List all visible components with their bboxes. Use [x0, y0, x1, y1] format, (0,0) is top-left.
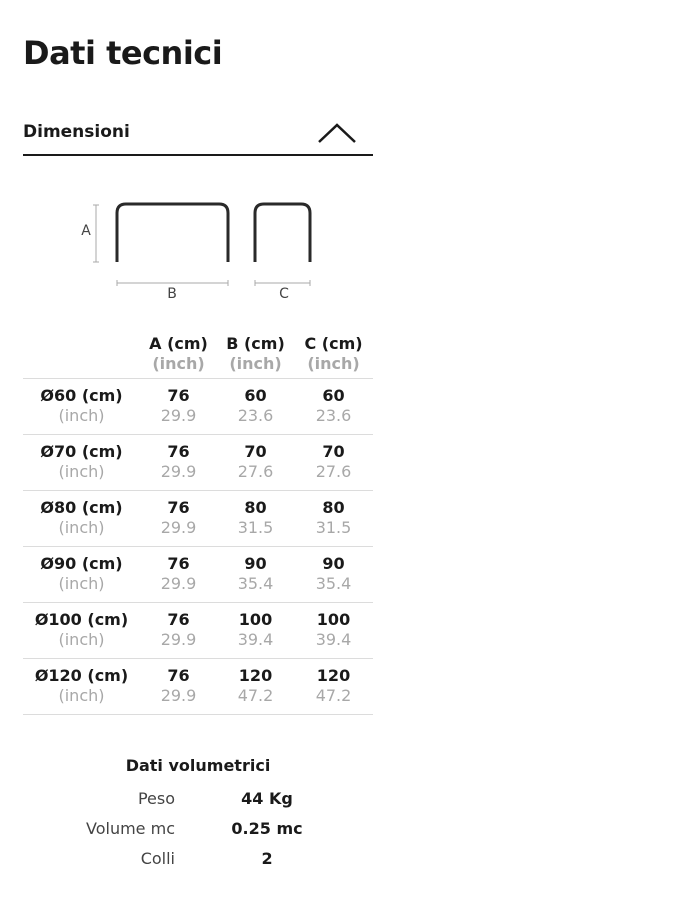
- table-row: [23, 546, 373, 602]
- dimensions-accordion-header[interactable]: [23, 110, 373, 156]
- dimensions-table: [23, 330, 373, 715]
- cell-b: 60 23.6: [237, 386, 274, 425]
- row-label: Ø80 (cm) (inch): [40, 498, 123, 537]
- volumetric-label: Peso: [137, 789, 175, 808]
- dimension-diagram: [75, 195, 325, 310]
- dimension-b-label: B: [167, 286, 177, 302]
- cell-b: 70 27.6: [237, 442, 274, 481]
- table-row: [23, 490, 373, 546]
- volumetric-row-weight: Peso 44 Kg: [137, 789, 293, 808]
- row-label: Ø100 (cm) (inch): [34, 610, 129, 649]
- volumetric-label: Volume mc: [86, 819, 175, 838]
- row-label: Ø90 (cm) (inch): [40, 554, 123, 593]
- row-label: Ø120 (cm) (inch): [34, 666, 129, 705]
- row-label: Ø60 (cm) (inch): [40, 386, 123, 425]
- cell-c: 90 35.4: [315, 554, 352, 593]
- cell-a: 76 29.9: [160, 442, 197, 481]
- cell-c: 120 47.2: [315, 666, 352, 705]
- header-empty-cell: [23, 330, 140, 378]
- header-b: B (cm) (inch): [226, 333, 285, 373]
- chevron-up-icon[interactable]: [317, 122, 357, 144]
- table-row: [23, 434, 373, 490]
- cell-c: 100 39.4: [315, 610, 352, 649]
- header-c: C (cm) (inch): [304, 333, 363, 373]
- cell-a: 76 29.9: [160, 554, 197, 593]
- table-side-view: [255, 204, 310, 262]
- volumetric-title: Dati volumetrici: [125, 756, 271, 775]
- cell-c: 60 23.6: [315, 386, 352, 425]
- cell-a: 76 29.9: [160, 498, 197, 537]
- cell-c: 70 27.6: [315, 442, 352, 481]
- dimension-a-guide: [93, 205, 99, 262]
- page-title: Dati tecnici: [23, 34, 223, 72]
- cell-c: 80 31.5: [315, 498, 352, 537]
- cell-b: 90 35.4: [237, 554, 274, 593]
- cell-a: 76 29.9: [160, 386, 197, 425]
- table-row: [23, 658, 373, 714]
- table-row: [23, 602, 373, 658]
- cell-b: 120 47.2: [237, 666, 274, 705]
- header-a: A (cm) (inch): [149, 333, 208, 373]
- volumetric-row-volume: Volume mc 0.25 mc: [86, 819, 303, 838]
- section-title: Dimensioni: [23, 122, 130, 142]
- table-header-row: [23, 330, 373, 378]
- cell-b: 100 39.4: [237, 610, 274, 649]
- cell-a: 76 29.9: [160, 610, 197, 649]
- cell-b: 80 31.5: [237, 498, 274, 537]
- volumetric-row-packages: Colli 2: [140, 849, 273, 868]
- row-label: Ø70 (cm) (inch): [40, 442, 123, 481]
- cell-a: 76 29.9: [160, 666, 197, 705]
- dimension-c-label: C: [279, 286, 289, 302]
- volumetric-label: Colli: [140, 849, 175, 868]
- table-front-view: [117, 204, 228, 262]
- dimension-a-label: A: [81, 223, 91, 239]
- table-row: [23, 378, 373, 434]
